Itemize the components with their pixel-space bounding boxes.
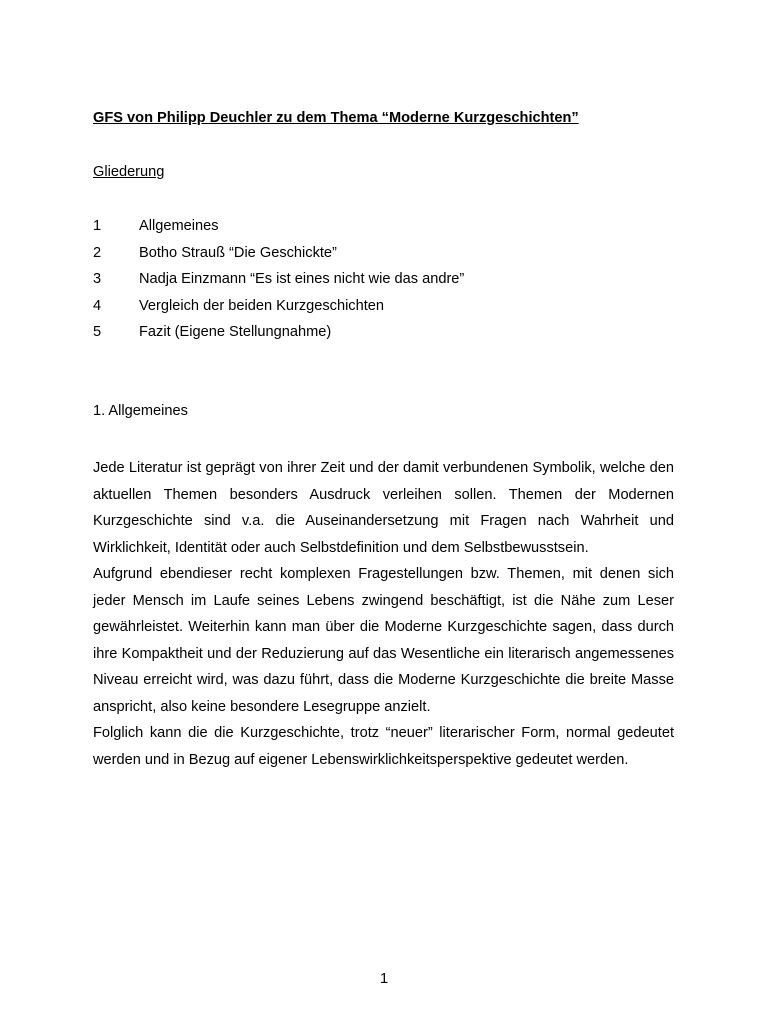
outline-item <box>93 243 464 270</box>
outline-item-label: Vergleich der beiden Kurzgeschichten <box>139 297 385 314</box>
outline-item-label: Botho Strauß “Die Geschickte” <box>139 244 337 261</box>
outline-item <box>93 216 464 243</box>
outline-item-number: 2 <box>93 244 102 261</box>
outline-item <box>93 296 464 323</box>
outline-item <box>93 322 464 349</box>
outline-item-number: 5 <box>93 324 102 340</box>
outline-item-label: Allgemeines <box>139 218 219 234</box>
outline-item-number: 1 <box>93 218 102 234</box>
outline-item-number: 3 <box>93 271 102 287</box>
outline-heading: Gliederung <box>93 164 165 180</box>
outline-item-label: Fazit (Eigene Stellungnahme) <box>139 324 332 340</box>
outline-list <box>93 216 464 349</box>
body-paragraph: Folglich kann die die Kurzgeschichte, trotz “neuer” literarischer Form, normal gedeutet werden und in Bezug auf eigener Lebenswirklichkeitsperspektive gedeutet werden. <box>93 725 674 768</box>
section-heading: 1. Allgemeines <box>93 403 188 419</box>
outline-item <box>93 269 464 296</box>
outline-item-label: Nadja Einzmann “Es ist eines nicht wie das andre” <box>139 271 465 287</box>
page-number: 1 <box>379 971 389 987</box>
body-paragraph: Aufgrund ebendieser recht komplexen Fragestellungen bzw. Themen, mit denen sich jeder Mensch im Laufe seines Lebens zwingend beschäftigt, ist die Nähe zum Leser gewährleistet. Weiterhin kann man über die Moderne Kurzgeschichte sagen, dass durch ihre Kompaktheit und der Reduzierung auf das Wesentliche ein literarisch angemessenes Niveau erreicht wird, was dazu führt, dass die Moderne Kurzgeschichte die breite Masse anspricht, also keine besondere Lesegruppe anzielt. <box>93 566 674 715</box>
outline-item-number: 4 <box>93 297 102 314</box>
body-paragraph: Jede Literatur ist geprägt von ihrer Zeit und der damit verbundenen Symbolik, welche den aktuellen Themen besonders Ausdruck verleihen sollen. Themen der Modernen Kurzgeschichte sind v.a. die Auseinandersetzung mit Fragen nach Wahrheit und Wirklichkeit, Identität oder auch Selbstdefinition und dem Selbstbewusstsein. <box>93 460 674 556</box>
section-body <box>93 455 674 773</box>
document-title: GFS von Philipp Deuchler zu dem Thema “Moderne Kurzgeschichten” <box>93 110 579 126</box>
